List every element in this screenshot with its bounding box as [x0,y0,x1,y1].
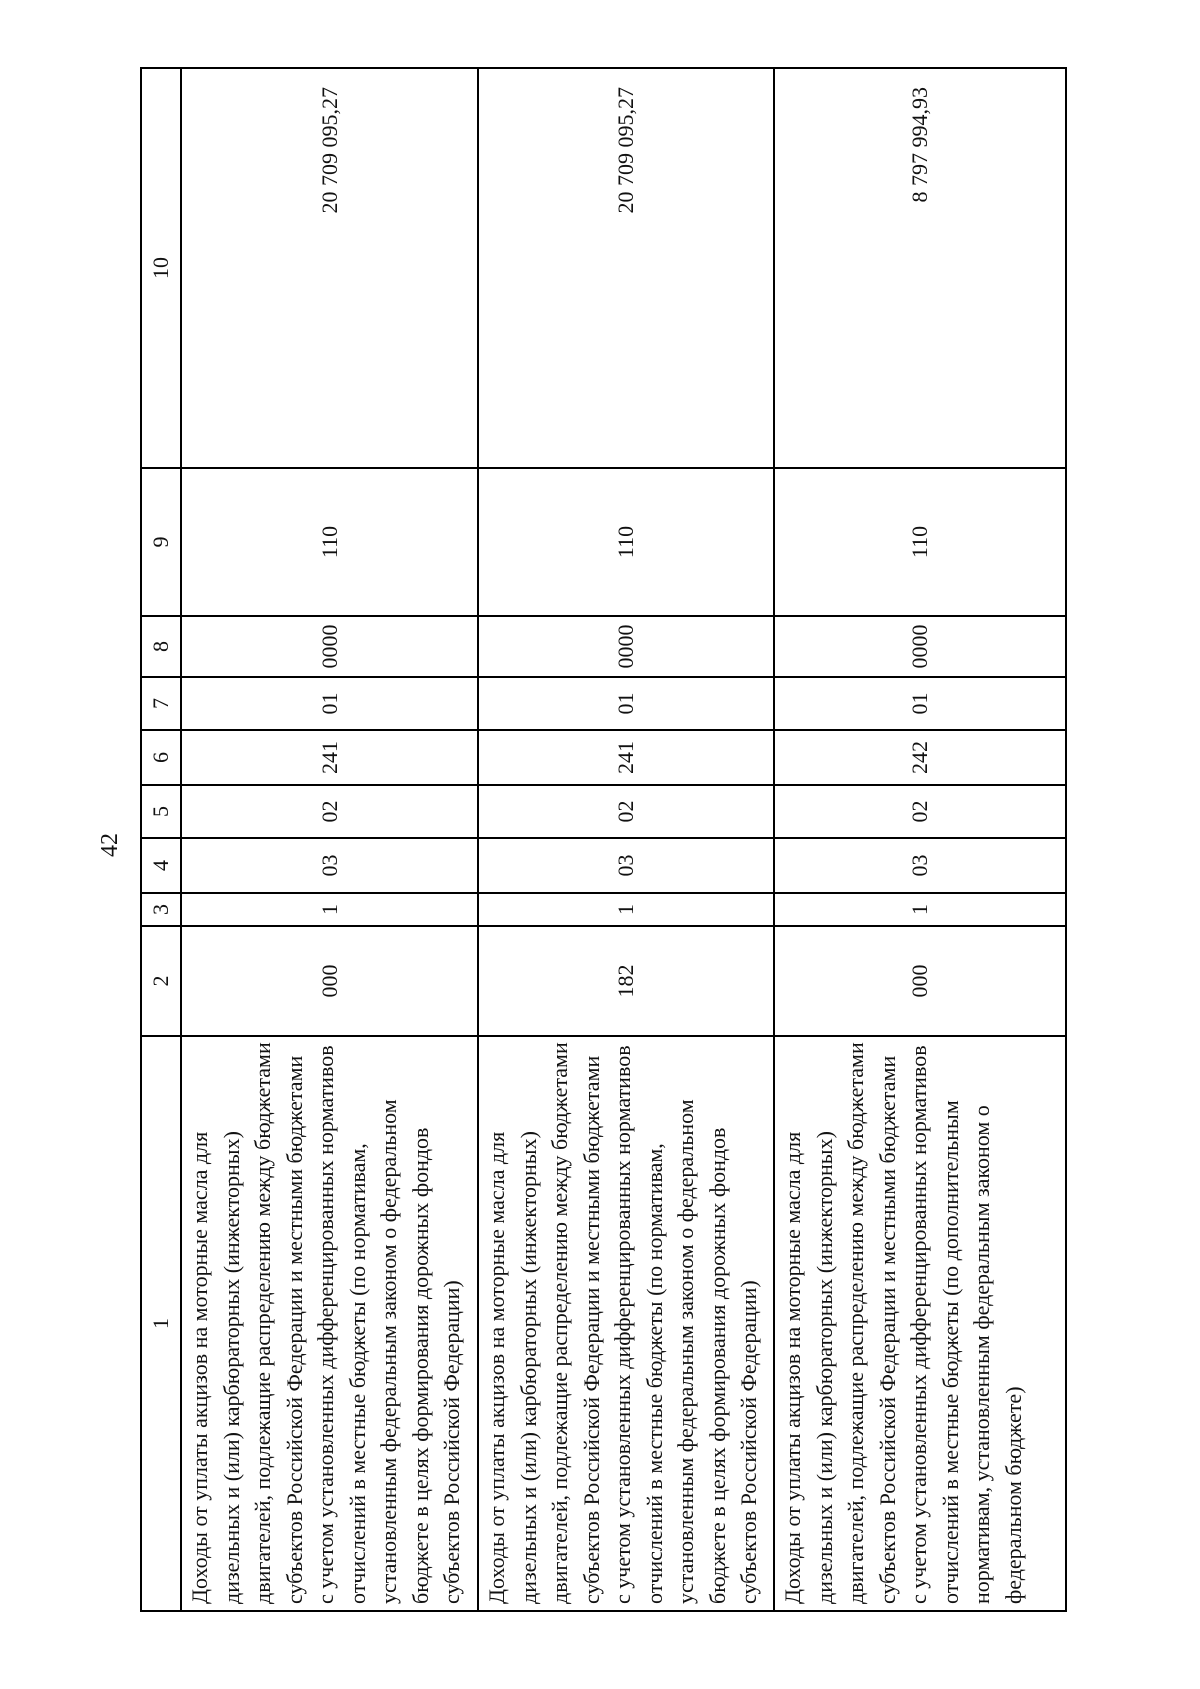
amount-cell: 20 709 095,27 [478,68,774,468]
code-cell: 241 [478,730,774,785]
column-header: 6 [141,730,181,785]
code-cell: 0000 [478,616,774,677]
code-cell: 03 [478,838,774,893]
code-cell: 110 [774,468,1066,616]
code-cell: 03 [774,838,1066,893]
code-cell: 03 [181,838,478,893]
row-description: Доходы от уплаты акцизов на моторные масла для дизельных и (или) карбюраторных (инжекторных) двигателей, подлежащие распределению между бюджетами субъектов Российской Федерации и местными бюджетами с учетом установленных дифференцированных нормативов отчислений в местные бюджеты (по нормативам, установленным федеральным законом о федеральном бюджете в целях формирования дорожных фондов субъектов Российской Федерации) [181,1036,478,1611]
amount-cell: 8 797 994,93 [774,68,1066,468]
code-cell: 000 [181,926,478,1036]
column-header: 5 [141,785,181,838]
table-row [774,68,1066,1611]
page-number: 42 [97,833,123,857]
code-cell: 242 [774,730,1066,785]
code-cell: 01 [181,677,478,730]
column-header: 10 [141,68,181,468]
code-cell: 01 [774,677,1066,730]
code-cell: 1 [181,893,478,926]
column-header: 2 [141,926,181,1036]
amount-cell: 20 709 095,27 [181,68,478,468]
column-header: 9 [141,468,181,616]
column-header: 1 [141,1036,181,1611]
header-row [141,68,181,1611]
code-cell: 0000 [774,616,1066,677]
code-cell: 02 [181,785,478,838]
rotated-table-container [140,69,1063,1612]
code-cell: 02 [774,785,1066,838]
column-header: 4 [141,838,181,893]
column-header: 3 [141,893,181,926]
column-header: 7 [141,677,181,730]
code-cell: 1 [774,893,1066,926]
code-cell: 241 [181,730,478,785]
code-cell: 182 [478,926,774,1036]
code-cell: 1 [478,893,774,926]
revenue-table [140,67,1067,1612]
code-cell: 110 [478,468,774,616]
row-description: Доходы от уплаты акцизов на моторные масла для дизельных и (или) карбюраторных (инжекторных) двигателей, подлежащие распределению между бюджетами субъектов Российской Федерации и местными бюджетами с учетом установленных дифференцированных нормативов отчислений в местные бюджеты (по нормативам, установленным федеральным законом о федеральном бюджете в целях формирования дорожных фондов субъектов Российской Федерации) [478,1036,774,1611]
table-row [478,68,774,1611]
code-cell: 0000 [181,616,478,677]
code-cell: 01 [478,677,774,730]
code-cell: 02 [478,785,774,838]
table-row [181,68,478,1611]
code-cell: 000 [774,926,1066,1036]
row-description: Доходы от уплаты акцизов на моторные масла для дизельных и (или) карбюраторных (инжекторных) двигателей, подлежащие распределению между бюджетами субъектов Российской Федерации и местными бюджетами с учетом установленных дифференцированных нормативов отчислений в местные бюджеты (по дополнительным нормативам, установленным федеральным законом о федеральном бюджете) [774,1036,1066,1611]
code-cell: 110 [181,468,478,616]
column-header: 8 [141,616,181,677]
